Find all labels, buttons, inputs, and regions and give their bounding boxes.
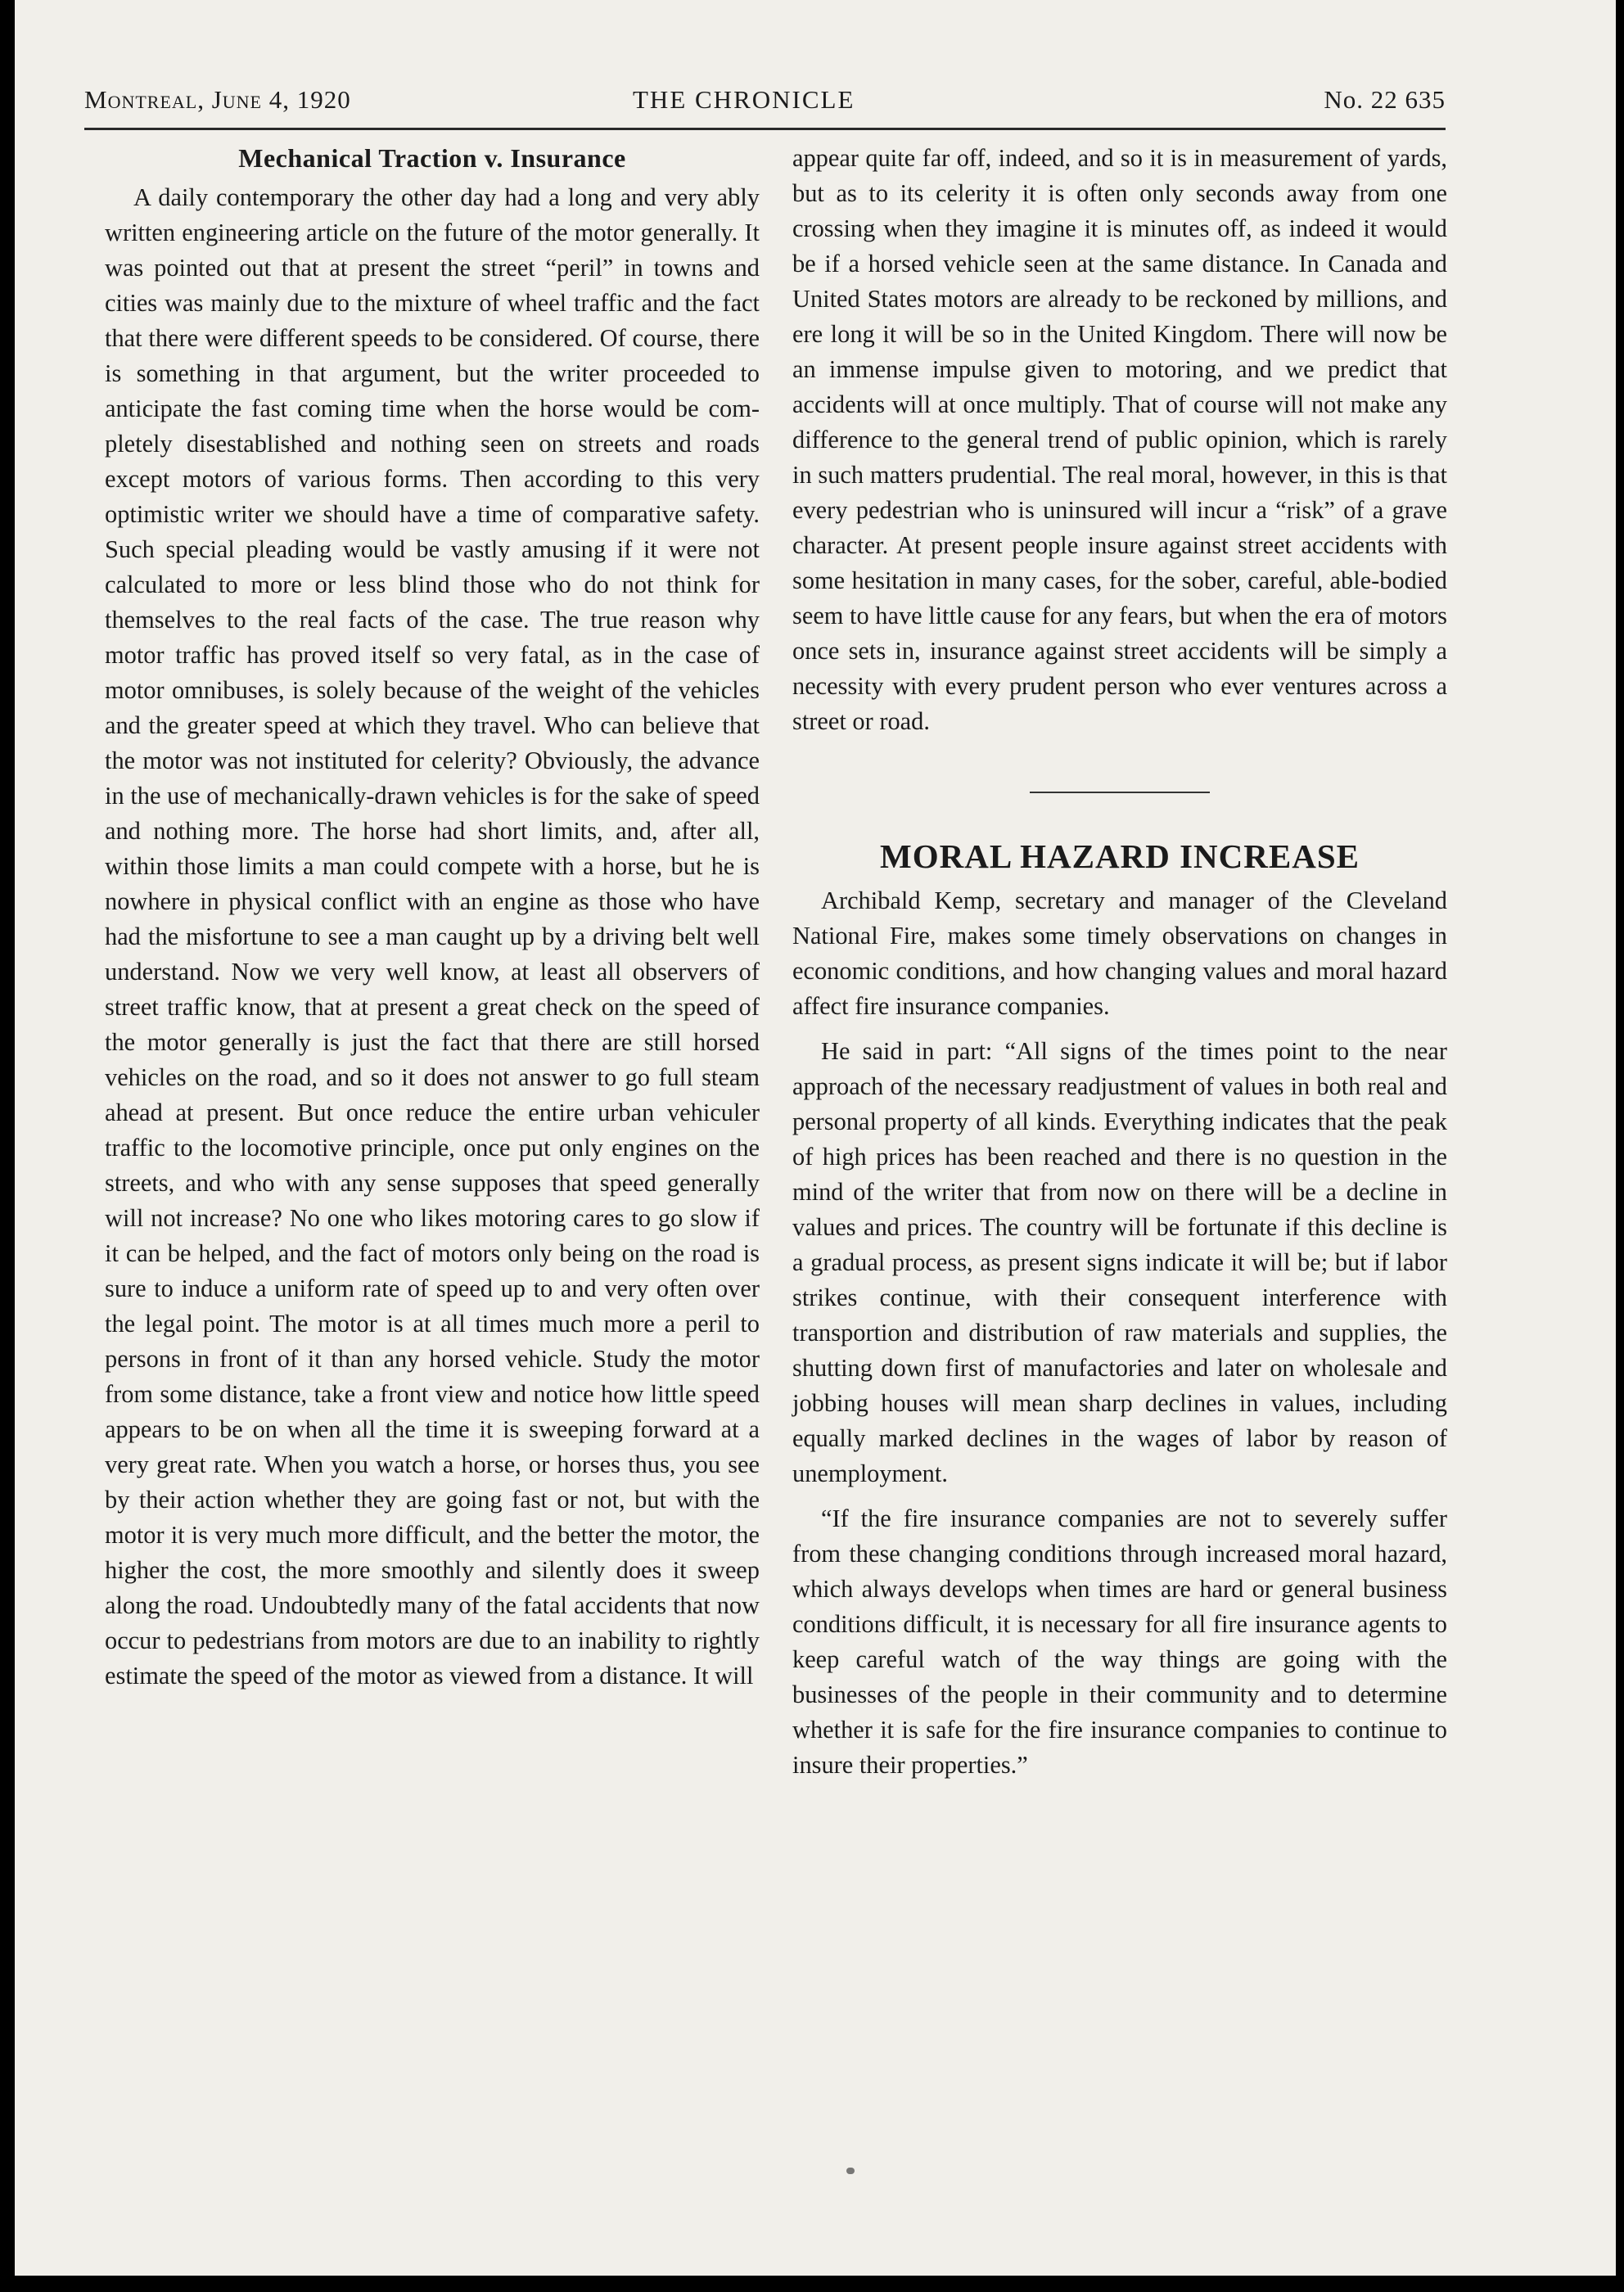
article-paragraph: “If the fire insurance companies are not to severely suffer from these changing conditions through increased moral hazard, which always develops when times are hard or general business conditions difficult, it is necessary for all fire insurance agents to keep careful watch of the way things are going with the businesses of the people in their community and to determine whether it is safe for the fire insurance companies to continue to insure their properties.”	[792, 1505, 1447, 1779]
running-head-publication: THE CHRONICLE	[633, 85, 855, 114]
ink-smudge	[846, 2168, 855, 2174]
article-paragraph: He said in part: “All signs of the times point to the near approach of the necessary readjustment of values in both real and personal property of all kinds. Everything indicates that the peak of high prices has been reached and there is no question in the mind of the writer that from now on there will be a decline in values and prices. The country will be fortunate if this decline is a gradual process, as present signs indicate it will be; but if labor strikes continue, with their consequent interference with transportion and distribution of raw materials and supplies, the shutting down first of manufactories and later on wholesale and jobbing houses will mean sharp declines in values, including equally marked declines in the wages of labor by reason of unemployment.	[792, 1037, 1447, 1487]
left-column	[105, 141, 760, 1694]
article-paragraph: Archibald Kemp, secretary and manager of the Cleveland National Fire, makes some timely observations on changes in economic conditions, and how changing values and moral hazard affect fire insurance companies.	[792, 887, 1447, 1020]
running-head-issue-page: No. 22 635	[1324, 85, 1446, 114]
article-body-paragraph: A daily contemporary the other day had a long and very ably written engineering article on the future of the motor generally. It was pointed out that at present the street “peril” in towns and cities was mainly due to the mixture of wheel traffic and the fact that there were different speeds to be considered. Of course, there is something in that argument, but the writer proceeded to anticipate the fast coming time when the horse would be completely disestablished and nothing seen on streets and roads except motors of various forms. Then according to this very optimistic writer we should have a time of comparative safety. Such special pleading would be vastly amusing if it were not calculated to more or less blind those who do not think for themselves to the real facts of the case. The true reason why motor traffic has proved itself so very fatal, as in the case of motor omnibuses, is solely because of the weight of the vehicles and the greater speed at which they travel. Who can believe that the motor was not instituted for celerity? Obviously, the advance in the use of mechanically-drawn vehicles is for the sake of speed and nothing more. The horse had short limits, and, after all, within those limits a man could compete with a horse, but he is nowhere in physical conflict with an engine as those who have had the misfortune to see a man caught up by a driving belt well understand. Now we very well know, at least all observers of street traffic know, that at present a great check on the speed of the motor generally is just the fact that there are still horsed vehicles on the road, and so it does not answer to go full steam ahead at present. But once reduce the entire urban vehiculer traffic to the locomotive principle, once put only engines on the streets, and who with any sense supposes that speed generally will not increase? No one who likes motoring cares to go slow if it can be helped, and the fact of motors only being on the road is sure to induce a uniform rate of speed up to and very often over the legal point. The motor is at all times much more a peril to persons in front of it than any horsed vehicle. Study the motor from some distance, take a front view and notice how little speed appears to be on when all the time it is sweeping forward at a very great rate. When you watch a horse, or horses thus, you see by their action whether they are going fast or not, but with the motor it is very much more difficult, and the better the motor, the higher the cost, the more smoothly and silently does it sweep along the road. Undoubtedly many of the fatal accidents that now occur to pedestrians from motors are due to an inability to rightly estimate the speed of the motor as viewed from a distance. It will	[105, 183, 760, 1690]
article-body-continuation: appear quite far off, indeed, and so it is in measurement of yards, but as to its celerity it is often only seconds away from one crossing when they imagine it is minutes off, as indeed it would be if a horsed vehicle seen at the same distance. In Canada and United States motors are already to be reckoned by millions, and ere long it will be so in the United Kingdom. There will now be an immense impulse given to motoring, and we predict that accidents will at once multiply. That of course will not make any difference to the general trend of public opinion, which is rarely in such matters prudential. The real moral, however, in this is that every pedestrian who is uninsured will incur a “risk” of a grave character. At present people insure against street accidents with some hesitation in many cases, for the sober, careful, able-bodied seem to have little cause for any fears, but when the era of motors once sets in, insurance against street accidents will be simply a necessity with every prudent person who ever ventures across a street or road.	[792, 144, 1447, 735]
article-separator-rule	[1030, 792, 1210, 793]
running-head	[84, 85, 1446, 121]
article-title-moral-hazard: MORAL HAZARD INCREASE	[880, 837, 1360, 875]
running-head-dateline: Montreal, June 4, 1920	[84, 85, 351, 114]
header-rule	[84, 128, 1446, 130]
right-column	[792, 141, 1447, 1783]
article-title-mechanical-traction: Mechanical Traction v. Insurance	[238, 143, 626, 173]
scan-left-border	[0, 0, 15, 2292]
scan-bottom-border	[0, 2276, 1624, 2292]
newspaper-page	[15, 0, 1616, 2276]
